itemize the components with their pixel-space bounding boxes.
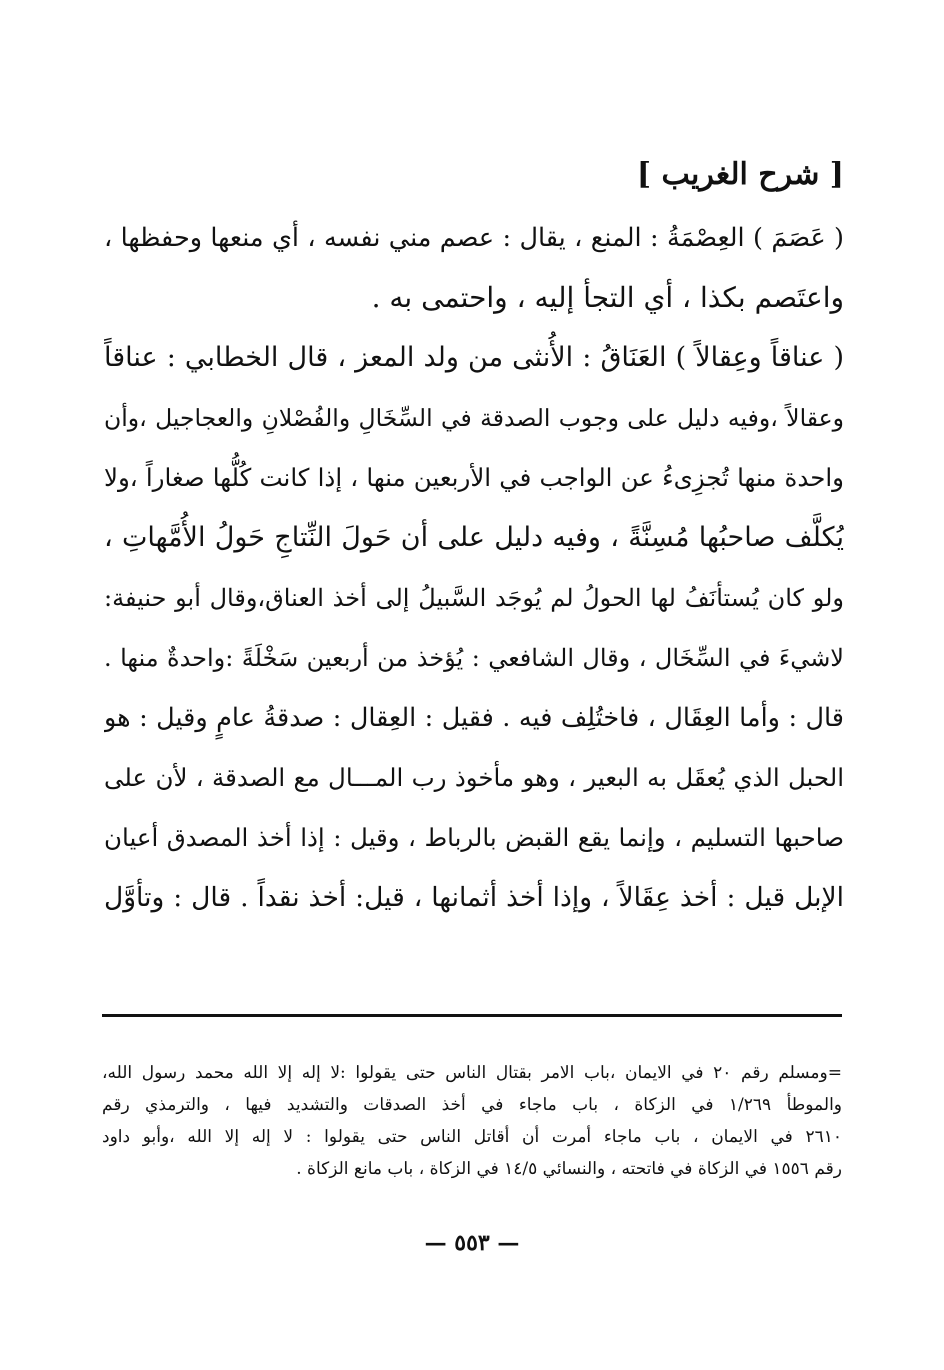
body-line: يُكلَّف صاحبُها مُسِنَّةً ، وفيه دليل على أن حَولَ النِّتاجِ حَولُ الأُمَّهاتِ ،	[104, 522, 844, 553]
footnote-separator	[102, 1014, 842, 1017]
footnote-line: ٢٦١٠ في الايمان ، باب ماجاء أمرت أن أقاتل الناس حتى يقولوا : لا إله إلا الله ،وأبو داود	[102, 1127, 842, 1147]
body-line: الإبل قيل : أخذ عِقَالاً ، وإذا أخذ أثمانها ، قيل: أخذ نقداً . قال : وتأوَّل	[104, 882, 844, 913]
body-line: ( عَصَمَ ) العِصْمَةُ : المنع ، يقال : عصم مني نفسه ، أي منعها وحفظها ،	[104, 223, 844, 253]
body-line: ( عناقاً وعِقالاً ) العَنَاقُ : الأُنثى من ولد المعز ، قال الخطابي : عناقاً	[104, 342, 844, 373]
body-line: وعقالاً ،وفيه دليل على وجوب الصدقة في السِّخَالِ والفُصْلانِ والعجاجيل ،وأن	[104, 404, 844, 432]
page-number: — ٥٥٣ —	[424, 1230, 520, 1256]
section-heading: [ شرح الغريب ]	[636, 157, 844, 192]
body-text	[104, 208, 844, 928]
body-line: ولو كان يُستأنَفُ لها الحولُ لم يُوجَد السَّبيلُ إلى أخذ العناق،وقال أبو حنيفة:	[104, 584, 844, 612]
footnotes	[102, 1057, 842, 1185]
body-line: واعتَصم بكذا ، أي التجأ إليه ، واحتمى به .	[371, 281, 844, 314]
footnote-line: =ومسلم رقم ٢٠ في الايمان ،باب الامر بقتال الناس حتى يقولوا :لا إله إلا الله محمد رسول الله،	[102, 1063, 842, 1083]
body-line: صاحبها التسليم ، وإنما يقع القبض بالرباط ، وقيل : إذا أخذ المصدق أعيان	[104, 823, 844, 852]
body-line: واحدة منها تُجزِىءُ عن الواجب في الأربعين منها ، إذا كانت كُلُّها صغاراً ،ولا	[104, 463, 844, 492]
body-line: لاشيءَ في السِّخَال ، وقال الشافعي : يُؤخذ من أربعين سَخْلَةً :واحدةٌ منها .	[104, 644, 844, 672]
footnote-line: رقم ١٥٥٦ في الزكاة في فاتحته ، والنسائي ١٤/٥ في الزكاة ، باب مانع الزكاة .	[296, 1159, 842, 1179]
body-line: قال : وأما العِقَال ، فاختُلِف فيه . فقيل : العِقال : صدقةُ عامٍ وقيل : هو	[104, 703, 844, 733]
footnote-line: والموطأ ١/٢٦٩ في الزكاة ، باب ماجاء في أخذ الصدقات والتشديد فيها ، والترمذي رقم	[102, 1095, 842, 1115]
body-line: الحبل الذي يُعقَل به البعير ، وهو مأخوذ رب المـــال مع الصدقة ، لأن على	[104, 763, 844, 792]
